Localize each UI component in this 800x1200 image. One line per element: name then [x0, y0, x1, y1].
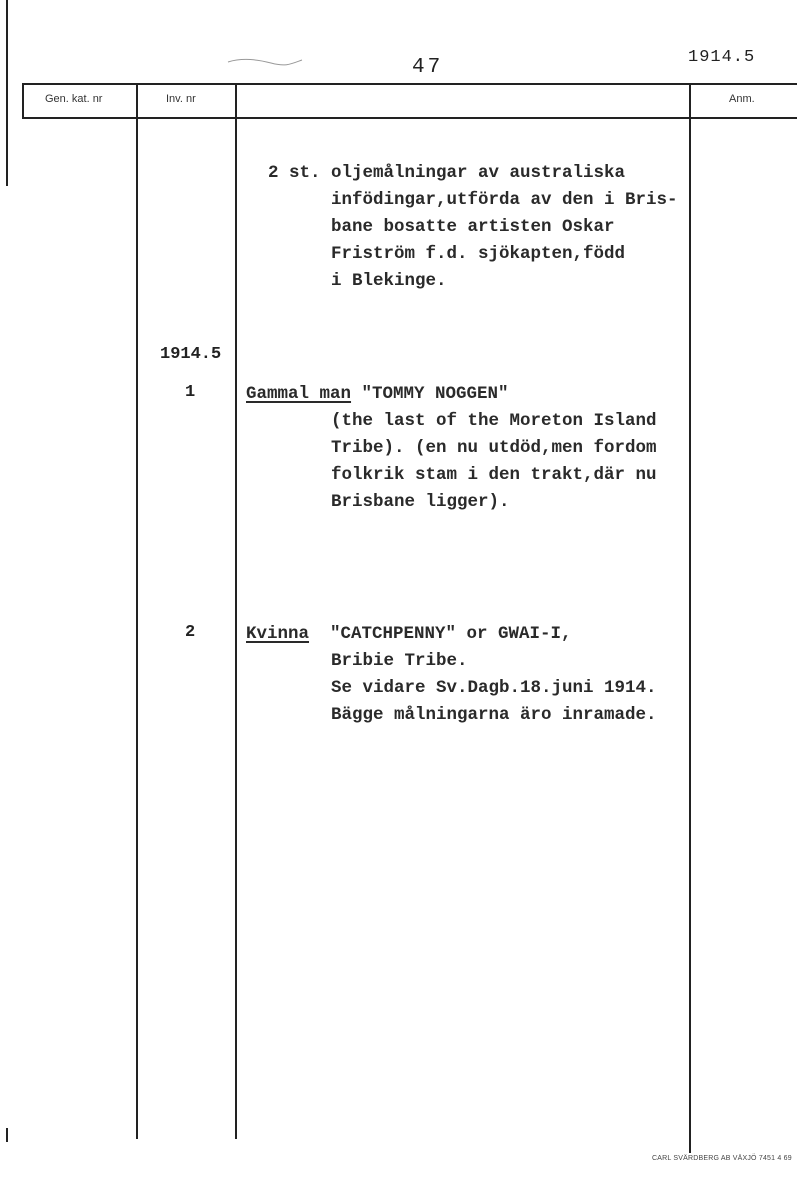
pencil-scribble: [226, 54, 306, 70]
group-accession-number: 1914.5: [160, 345, 222, 364]
item-1-line-4: Brisbane ligger).: [331, 492, 510, 512]
item-1-line-2: Tribe). (en nu utdöd,men fordom: [331, 438, 657, 458]
item-2-line-1: Bribie Tribe.: [331, 651, 468, 671]
header-top-rule: [22, 83, 797, 85]
item-1-title: "TOMMY NOGGEN": [351, 384, 509, 404]
item-1-label: Gammal man: [246, 384, 352, 404]
intro-line-4: Friström f.d. sjökapten,född: [331, 244, 626, 264]
intro-line-5: i Blekinge.: [331, 271, 447, 291]
intro-line-3: bane bosatte artisten Oskar: [331, 217, 615, 237]
item-1-line-3: folkrik stam i den trakt,där nu: [331, 465, 657, 485]
item-1-heading: [246, 381, 509, 408]
printer-imprint: CARL SVÄRDBERG AB VÄXJÖ 7451 4 69: [652, 1155, 792, 1162]
intro-line-1: 2 st. oljemålningar av australiska: [268, 163, 626, 183]
column-divider-gen-inv: [136, 83, 138, 1139]
item-2-heading: [246, 621, 572, 648]
intro-line-2: infödingar,utförda av den i Bris-: [331, 190, 678, 210]
item-2-title: "CATCHPENNY" or GWAI-I,: [309, 624, 572, 644]
page-number: 47: [412, 56, 444, 79]
item-1-line-1: (the last of the Moreton Island: [331, 411, 657, 431]
header-bottom-rule: [22, 117, 797, 119]
item-2-inv-number: 2: [185, 623, 196, 642]
left-margin-line: [6, 0, 8, 186]
accession-number-header: 1914.5: [688, 48, 756, 67]
column-header-inv: Inv. nr: [166, 93, 196, 105]
item-1-inv-number: 1: [185, 383, 196, 402]
item-2-line-2: Se vidare Sv.Dagb.18.juni 1914.: [331, 678, 657, 698]
header-left-border: [22, 83, 24, 119]
column-divider-inv-desc: [235, 83, 237, 1139]
column-header-gen-kat: Gen. kat. nr: [45, 93, 103, 105]
item-2-line-3: Bägge målningarna äro inramade.: [331, 705, 657, 725]
column-header-anm: Anm.: [729, 93, 755, 105]
column-divider-desc-anm: [689, 83, 691, 1153]
item-2-label: Kvinna: [246, 624, 310, 644]
bottom-left-tick: [6, 1128, 8, 1142]
